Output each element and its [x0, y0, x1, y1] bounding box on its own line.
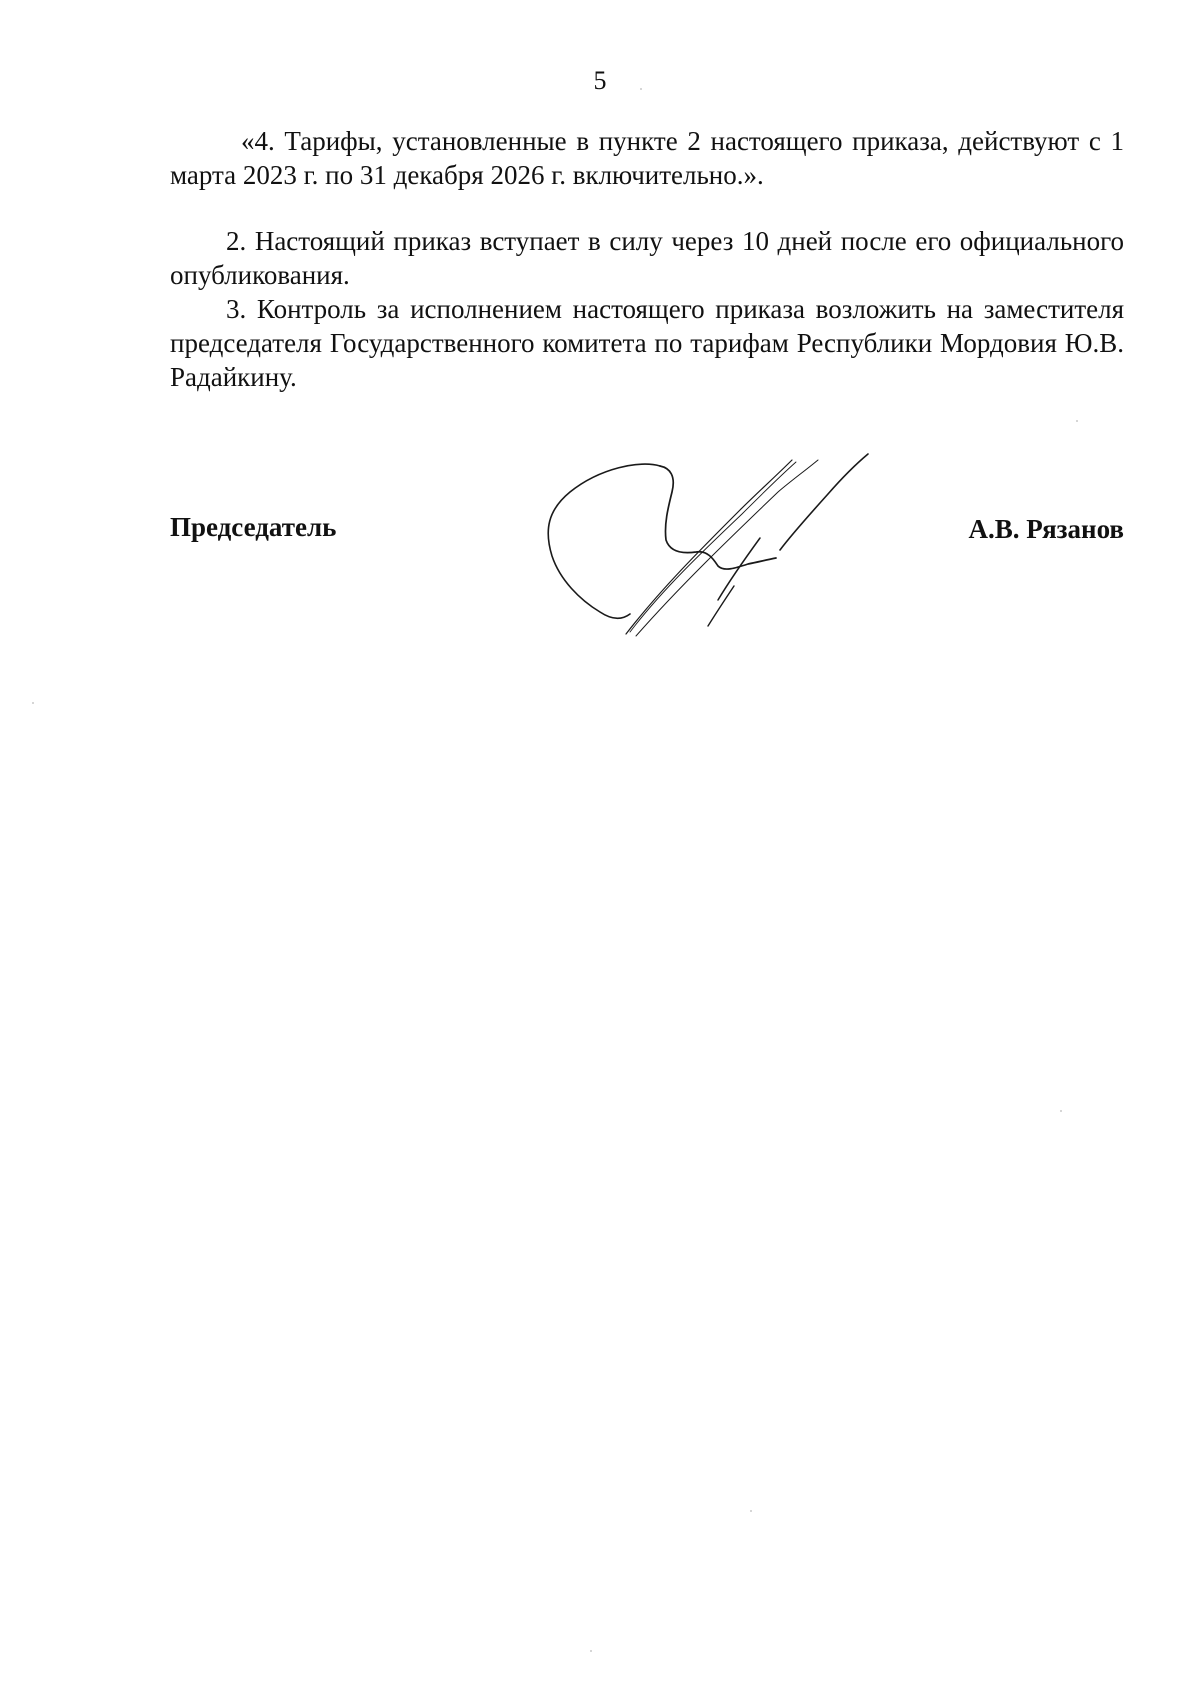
scan-speck: [590, 1650, 592, 1652]
signatory-name: А.В. Рязанов: [968, 514, 1124, 544]
scan-speck: [1060, 1110, 1062, 1112]
paragraph-effective-date: 2. Настоящий приказ вступает в силу через 10 дней после его официального опубликования.: [170, 226, 1124, 290]
handwritten-signature: [530, 430, 900, 670]
paragraph-control: 3. Контроль за исполнением настоящего приказа возложить на заместителя председателя Государственного комитета по тарифам Республики Мордовия Ю.В. Радайкину.: [170, 294, 1124, 392]
scan-speck: [1076, 420, 1078, 422]
document-body: [170, 124, 1124, 394]
scan-speck: [32, 702, 34, 704]
scan-speck: [640, 88, 642, 90]
scan-speck: [750, 1510, 752, 1512]
signature-block: [170, 510, 1124, 550]
paragraph-tariff-period: «4. Тарифы, установленные в пункте 2 настоящего приказа, действуют с 1 марта 2023 г. по 31 декабря 2026 г. включительно.».: [170, 126, 1124, 190]
signatory-title: Председатель: [170, 512, 337, 542]
page-number: 5: [593, 66, 607, 95]
